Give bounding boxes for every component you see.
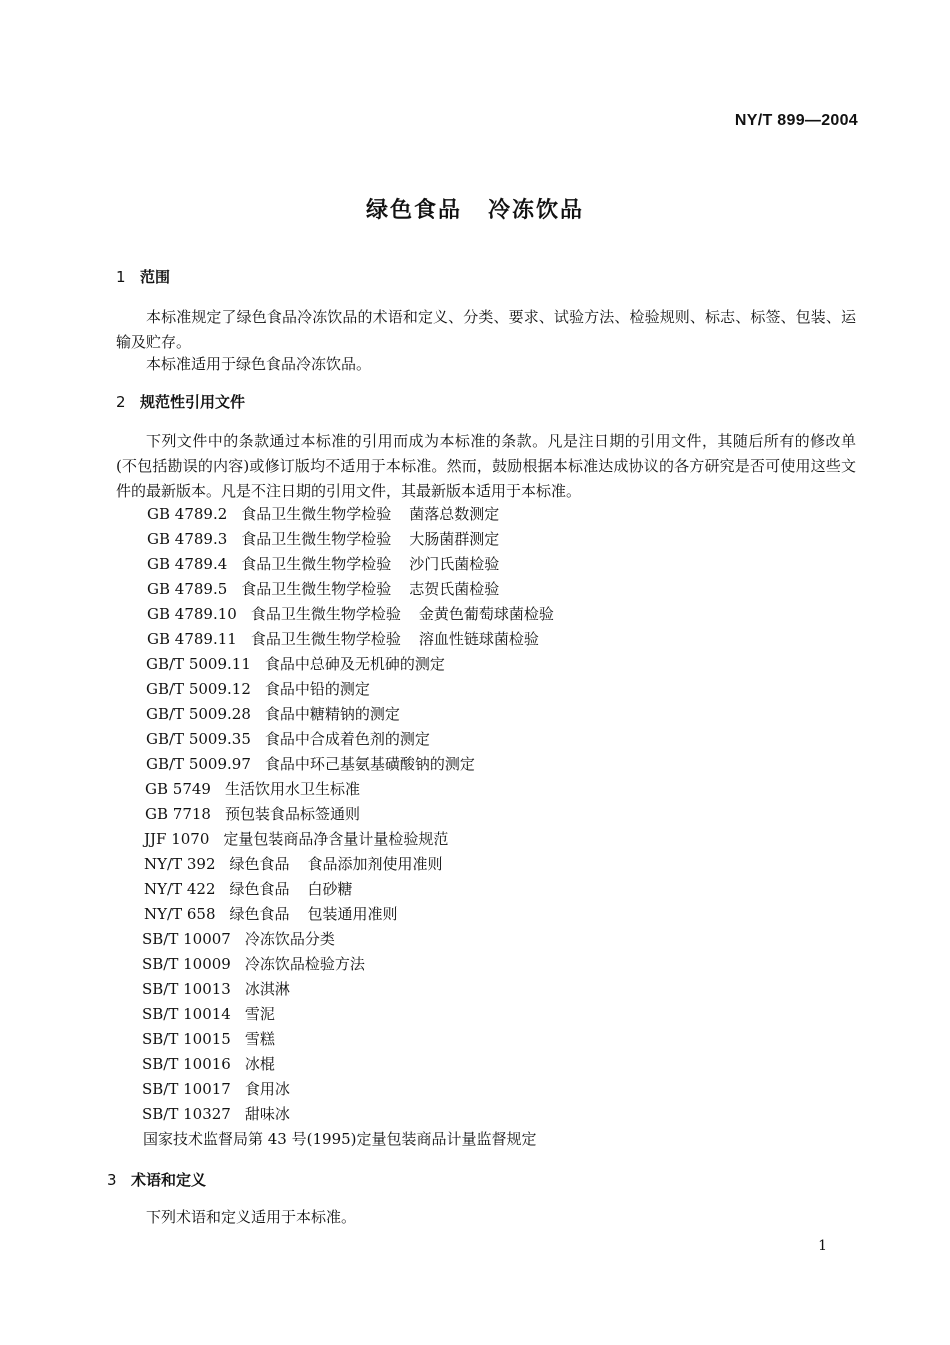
section-title: 范围: [140, 268, 171, 286]
reference-item: [142, 928, 335, 949]
reference-item: [144, 853, 443, 874]
reference-item: [146, 703, 400, 724]
reference-code: GB/T 5009.12: [146, 680, 251, 698]
reference-item: [146, 753, 475, 774]
reference-item: [142, 1103, 290, 1124]
reference-item: [142, 1078, 290, 1099]
reference-title: 食品中合成着色剂的测定: [264, 730, 430, 748]
reference-code: GB 5749: [145, 780, 211, 798]
reference-subtitle: 金黄色葡萄球菌检验: [418, 605, 554, 623]
section-heading-2: [116, 391, 245, 412]
reference-subtitle: 溶血性链球菌检验: [418, 630, 539, 648]
section-heading-3: [107, 1169, 206, 1190]
reference-item: [146, 653, 445, 674]
reference-title: 绿色食品: [229, 905, 290, 923]
reference-item: [146, 678, 370, 699]
reference-title: 冰棍: [244, 1055, 275, 1073]
reference-item: [147, 578, 499, 599]
reference-item: [142, 1028, 275, 1049]
reference-code: NY/T 392: [144, 855, 216, 873]
reference-title: 雪糕: [244, 1030, 275, 1048]
reference-code: GB 4789.3: [147, 530, 228, 548]
reference-title: 生活饮用水卫生标准: [224, 780, 360, 798]
section-number: 3: [107, 1171, 117, 1189]
reference-code: GB/T 5009.97: [146, 755, 251, 773]
reference-code: GB/T 5009.35: [146, 730, 251, 748]
reference-title: 食品卫生微生物学检验: [250, 630, 401, 648]
reference-subtitle: 大肠菌群测定: [409, 530, 500, 548]
reference-code: SB/T 10016: [142, 1055, 231, 1073]
references-intro-paragraph: 下列文件中的条款通过本标准的引用而成为本标准的条款。凡是注日期的引用文件，其随后所有的修改单(不包括勘误的内容)或修订版均不适用于本标准。然而，鼓励根据本标准达成协议的各方研究是否可使用这些文件的最新版本。凡是不注日期的引用文件，其最新版本适用于本标准。: [116, 432, 856, 500]
reference-item: [145, 778, 360, 799]
scope-paragraph-1: 本标准规定了绿色食品冷冻饮品的术语和定义、分类、要求、试验方法、检验规则、标志、标签、包装、运输及贮存。: [116, 308, 856, 351]
reference-title: 食品卫生微生物学检验: [241, 555, 392, 573]
section-title: 术语和定义: [131, 1171, 207, 1189]
reference-title: 食用冰: [244, 1080, 290, 1098]
reference-code: GB 7718: [145, 805, 211, 823]
reference-code: NY/T 422: [144, 880, 216, 898]
reference-code: SB/T 10007: [142, 930, 231, 948]
reference-code: GB 4789.4: [147, 555, 228, 573]
page-number: 1: [818, 1238, 827, 1254]
reference-subtitle: 志贺氏菌检验: [409, 580, 500, 598]
reference-title: 冷冻饮品检验方法: [244, 955, 365, 973]
reference-code: SB/T 10014: [142, 1005, 231, 1023]
reference-code: GB 4789.2: [147, 505, 228, 523]
reference-title: 食品中糖精钠的测定: [264, 705, 400, 723]
reference-code: GB/T 5009.28: [146, 705, 251, 723]
reference-title: 雪泥: [244, 1005, 275, 1023]
terms-paragraph: 下列术语和定义适用于本标准。: [146, 1208, 357, 1226]
reference-title: 绿色食品: [229, 855, 290, 873]
reference-code: GB 4789.10: [147, 605, 237, 623]
reference-item: [144, 828, 448, 849]
reference-title: 冷冻饮品分类: [244, 930, 335, 948]
reference-code: SB/T 10009: [142, 955, 231, 973]
reference-code: GB/T 5009.11: [146, 655, 251, 673]
title-part-2: 冷冻饮品: [488, 198, 585, 223]
reference-title: 冰淇淋: [244, 980, 290, 998]
reference-code: GB 4789.5: [147, 580, 228, 598]
reference-title: 食品中铅的测定: [264, 680, 370, 698]
reference-item: [147, 503, 499, 524]
reference-title: 食品卫生微生物学检验: [250, 605, 401, 623]
reference-title: 食品中总砷及无机砷的测定: [264, 655, 445, 673]
reference-item: [142, 1003, 275, 1024]
reference-item: [147, 603, 554, 624]
standard-code: NY/T 899—2004: [734, 112, 858, 129]
reference-code: SB/T 10015: [142, 1030, 231, 1048]
reference-title: 食品卫生微生物学检验: [241, 580, 392, 598]
section-heading-1: [116, 266, 170, 287]
reference-code: GB 4789.11: [147, 630, 237, 648]
reference-item: [146, 728, 430, 749]
reference-title: 定量包装商品净含量计量检验规范: [223, 830, 449, 848]
section-title: 规范性引用文件: [140, 393, 246, 411]
reference-item: [143, 1128, 537, 1149]
reference-item: [147, 528, 499, 549]
reference-code: JJF 1070: [144, 830, 210, 848]
reference-item: [142, 1053, 275, 1074]
reference-item: [147, 553, 499, 574]
reference-code: SB/T 10327: [142, 1105, 231, 1123]
section-number: 2: [116, 393, 126, 411]
reference-subtitle: 白砂糖: [307, 880, 353, 898]
reference-item: [142, 978, 290, 999]
reference-item: [142, 953, 365, 974]
reference-subtitle: 包装通用准则: [307, 905, 398, 923]
reference-code: SB/T 10017: [142, 1080, 231, 1098]
section-number: 1: [116, 268, 126, 286]
reference-code: NY/T 658: [144, 905, 216, 923]
reference-title: 甜味冰: [244, 1105, 290, 1123]
reference-title: 食品卫生微生物学检验: [241, 530, 392, 548]
reference-item: [145, 803, 360, 824]
reference-item: [147, 628, 539, 649]
reference-code: SB/T 10013: [142, 980, 231, 998]
reference-item: [144, 878, 353, 899]
reference-subtitle: 食品添加剂使用准则: [307, 855, 443, 873]
reference-title: 国家技术监督局第 43 号(1995)定量包装商品计量监督规定: [143, 1130, 537, 1148]
reference-title: 食品卫生微生物学检验: [241, 505, 392, 523]
document-title: [0, 193, 950, 224]
reference-item: [144, 903, 398, 924]
reference-title: 食品中环己基氨基磺酸钠的测定: [264, 755, 475, 773]
reference-title: 绿色食品: [229, 880, 290, 898]
reference-title: 预包装食品标签通则: [224, 805, 360, 823]
title-part-1: 绿色食品: [365, 198, 462, 223]
scope-paragraph-2: 本标准适用于绿色食品冷冻饮品。: [146, 355, 372, 373]
reference-subtitle: 菌落总数测定: [409, 505, 500, 523]
reference-subtitle: 沙门氏菌检验: [409, 555, 500, 573]
